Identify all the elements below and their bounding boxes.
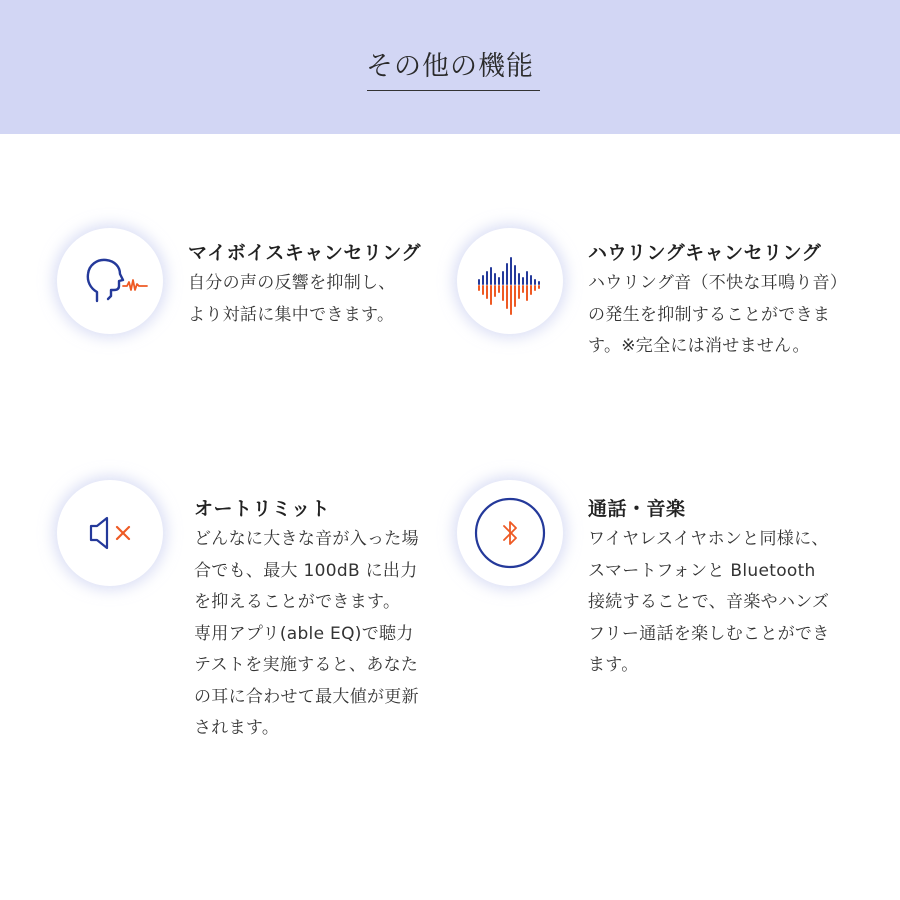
description-line: どんなに大きな音が入った場 bbox=[194, 529, 419, 549]
icon-circle bbox=[457, 228, 563, 334]
description-line: フリー通話を楽しむことができ bbox=[588, 623, 830, 644]
description-line: 接続することで、音楽やハンズ bbox=[588, 592, 830, 612]
bluetooth-icon bbox=[457, 480, 563, 586]
soundwave-icon bbox=[457, 228, 563, 334]
feature-description bbox=[188, 268, 396, 331]
description-line: す。※完全には消せません。 bbox=[588, 336, 810, 356]
title-underline bbox=[367, 90, 540, 91]
feature-title: オートリミット bbox=[194, 498, 331, 520]
description-line: 合でも、最大 100dB に出力 bbox=[194, 560, 418, 581]
feature-description bbox=[588, 268, 847, 363]
speaker-mute-icon bbox=[57, 480, 163, 586]
feature-title: マイボイスキャンセリング bbox=[188, 242, 422, 264]
page-title: その他の機能 bbox=[366, 51, 534, 82]
head-voice-icon bbox=[57, 228, 163, 334]
description-line: スマートフォンと Bluetooth bbox=[588, 560, 816, 581]
feature-description bbox=[194, 524, 419, 745]
description-line: ワイヤレスイヤホンと同様に、 bbox=[588, 529, 829, 549]
description-line: テストを実施すると、あなた bbox=[194, 655, 419, 675]
description-line: の発生を抑制することができま bbox=[588, 304, 831, 325]
description-line: 専用アプリ(able EQ)で聴力 bbox=[194, 623, 414, 644]
feature-title: ハウリングキャンセリング bbox=[588, 242, 822, 264]
feature-description bbox=[588, 524, 830, 682]
description-line: の耳に合わせて最大値が更新 bbox=[194, 686, 419, 707]
description-line: ハウリング音（不快な耳鳴り音） bbox=[588, 273, 848, 293]
icon-circle bbox=[57, 228, 163, 334]
icon-circle bbox=[57, 480, 163, 586]
description-line: より対話に集中できます。 bbox=[188, 304, 395, 325]
description-line: を抑えることができます。 bbox=[194, 592, 401, 612]
description-line: されます。 bbox=[194, 718, 280, 738]
icon-circle bbox=[457, 480, 563, 586]
header-band bbox=[0, 0, 900, 134]
description-line: 自分の声の反響を抑制し、 bbox=[188, 273, 396, 293]
feature-title: 通話・音楽 bbox=[588, 498, 686, 520]
description-line: ます。 bbox=[588, 655, 639, 675]
